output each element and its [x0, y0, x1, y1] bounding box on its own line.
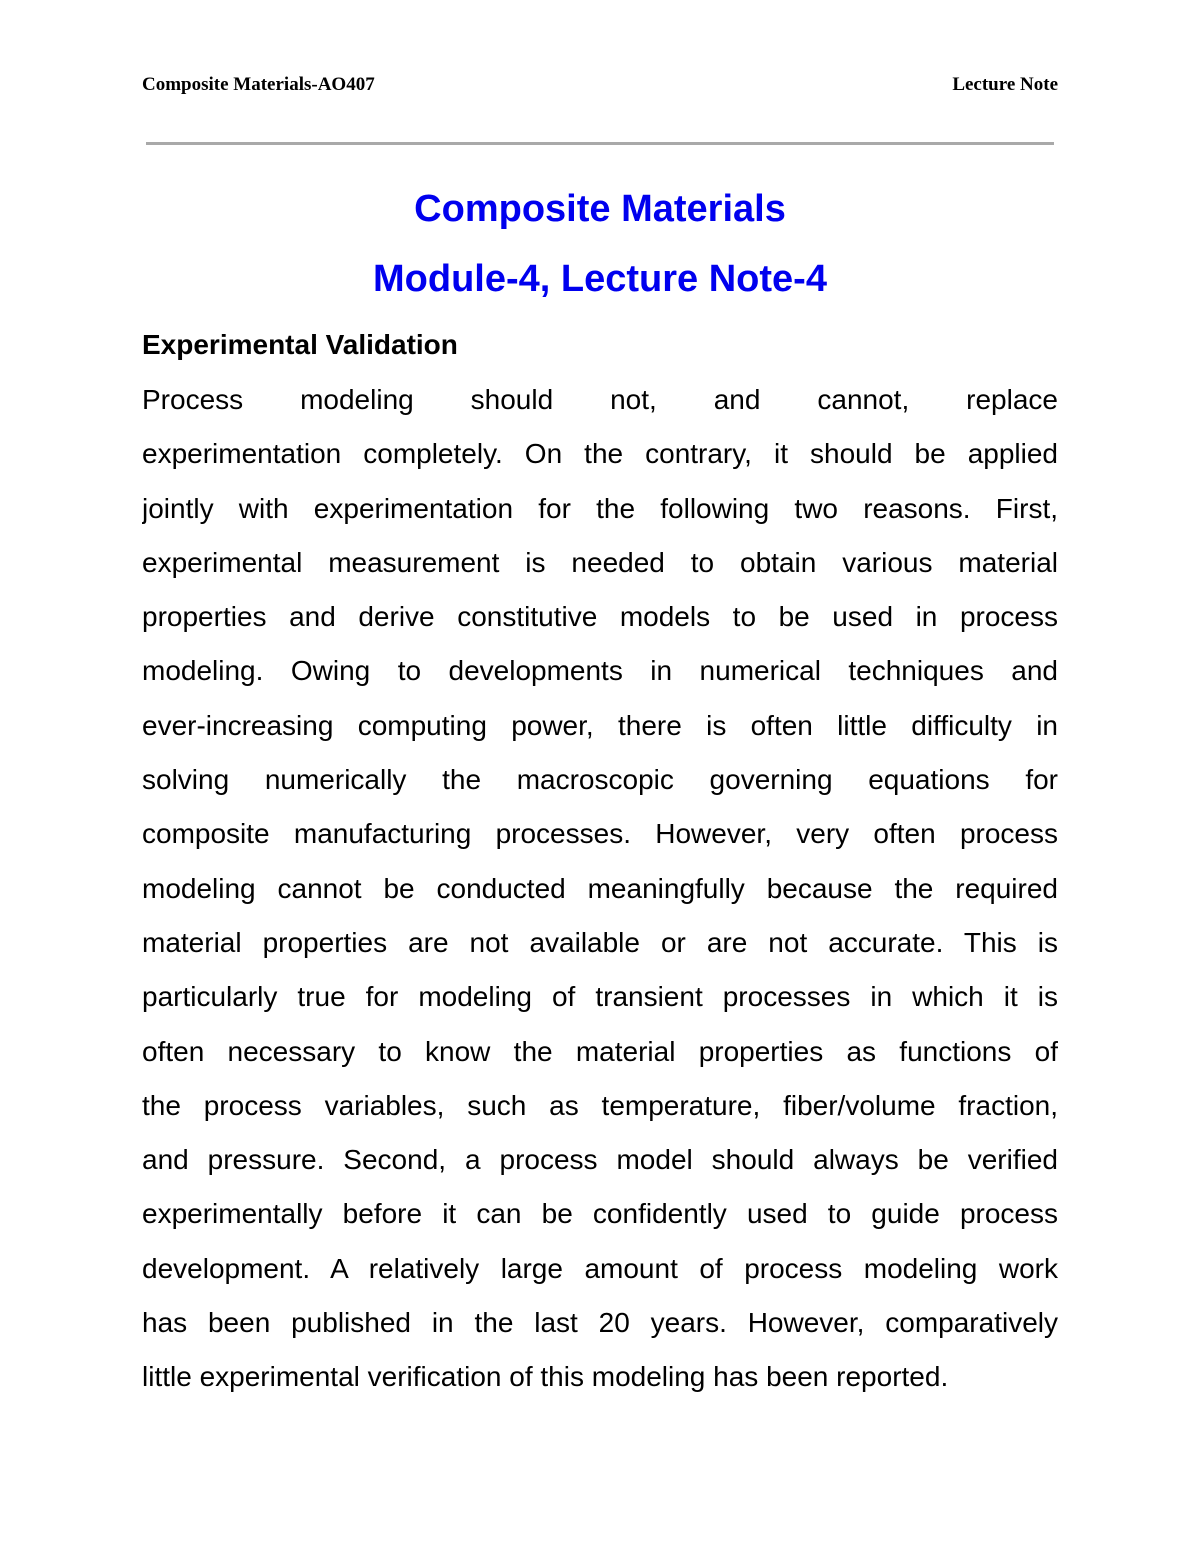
paragraph-line: jointly with experimentation for the following two reasons. First,: [142, 492, 1058, 524]
paragraph-line: experimentation completely. On the contrary, it should be applied: [142, 438, 1058, 470]
document-subtitle: Module-4, Lecture Note-4: [373, 258, 827, 300]
running-header: [142, 72, 1058, 98]
header-divider: [146, 142, 1054, 145]
document-title: Composite Materials: [414, 188, 786, 230]
paragraph-line: material properties are not available or are not accurate. This is: [142, 926, 1058, 958]
header-course-title: Composite Materials-AO407: [142, 74, 375, 95]
paragraph-line: modeling cannot be conducted meaningfully because the required: [142, 872, 1058, 904]
paragraph-line: properties and derive constitutive models to be used in process: [142, 601, 1058, 633]
paragraph-line: particularly true for modeling of transient processes in which it is: [142, 981, 1058, 1013]
section-heading: Experimental Validation: [142, 329, 458, 360]
paragraph-line: experimentally before it can be confidently used to guide process: [142, 1198, 1058, 1230]
paragraph-line: often necessary to know the material properties as functions of: [142, 1035, 1058, 1067]
paragraph-line: modeling. Owing to developments in numerical techniques and: [142, 655, 1058, 687]
paragraph-line: solving numerically the macroscopic governing equations for: [142, 764, 1058, 796]
paragraph-line: development. A relatively large amount of process modeling work: [142, 1252, 1058, 1284]
paragraph-line: and pressure. Second, a process model should always be verified: [142, 1144, 1058, 1176]
paragraph-line: composite manufacturing processes. However, very often process: [142, 818, 1058, 850]
paragraph-line: has been published in the last 20 years. However, comparatively: [142, 1307, 1058, 1339]
paragraph-line: experimental measurement is needed to obtain various material: [142, 546, 1058, 578]
body-paragraph: [142, 373, 1058, 1405]
paragraph-line: ever-increasing computing power, there is often little difficulty in: [142, 709, 1058, 741]
paragraph-line: the process variables, such as temperature, fiber/volume fraction,: [142, 1089, 1058, 1121]
paragraph-line: little experimental verification of this modeling has been reported.: [142, 1361, 949, 1393]
header-doc-type: Lecture Note: [952, 74, 1058, 95]
paragraph-line: Process modeling should not, and cannot, replace: [142, 384, 1058, 415]
